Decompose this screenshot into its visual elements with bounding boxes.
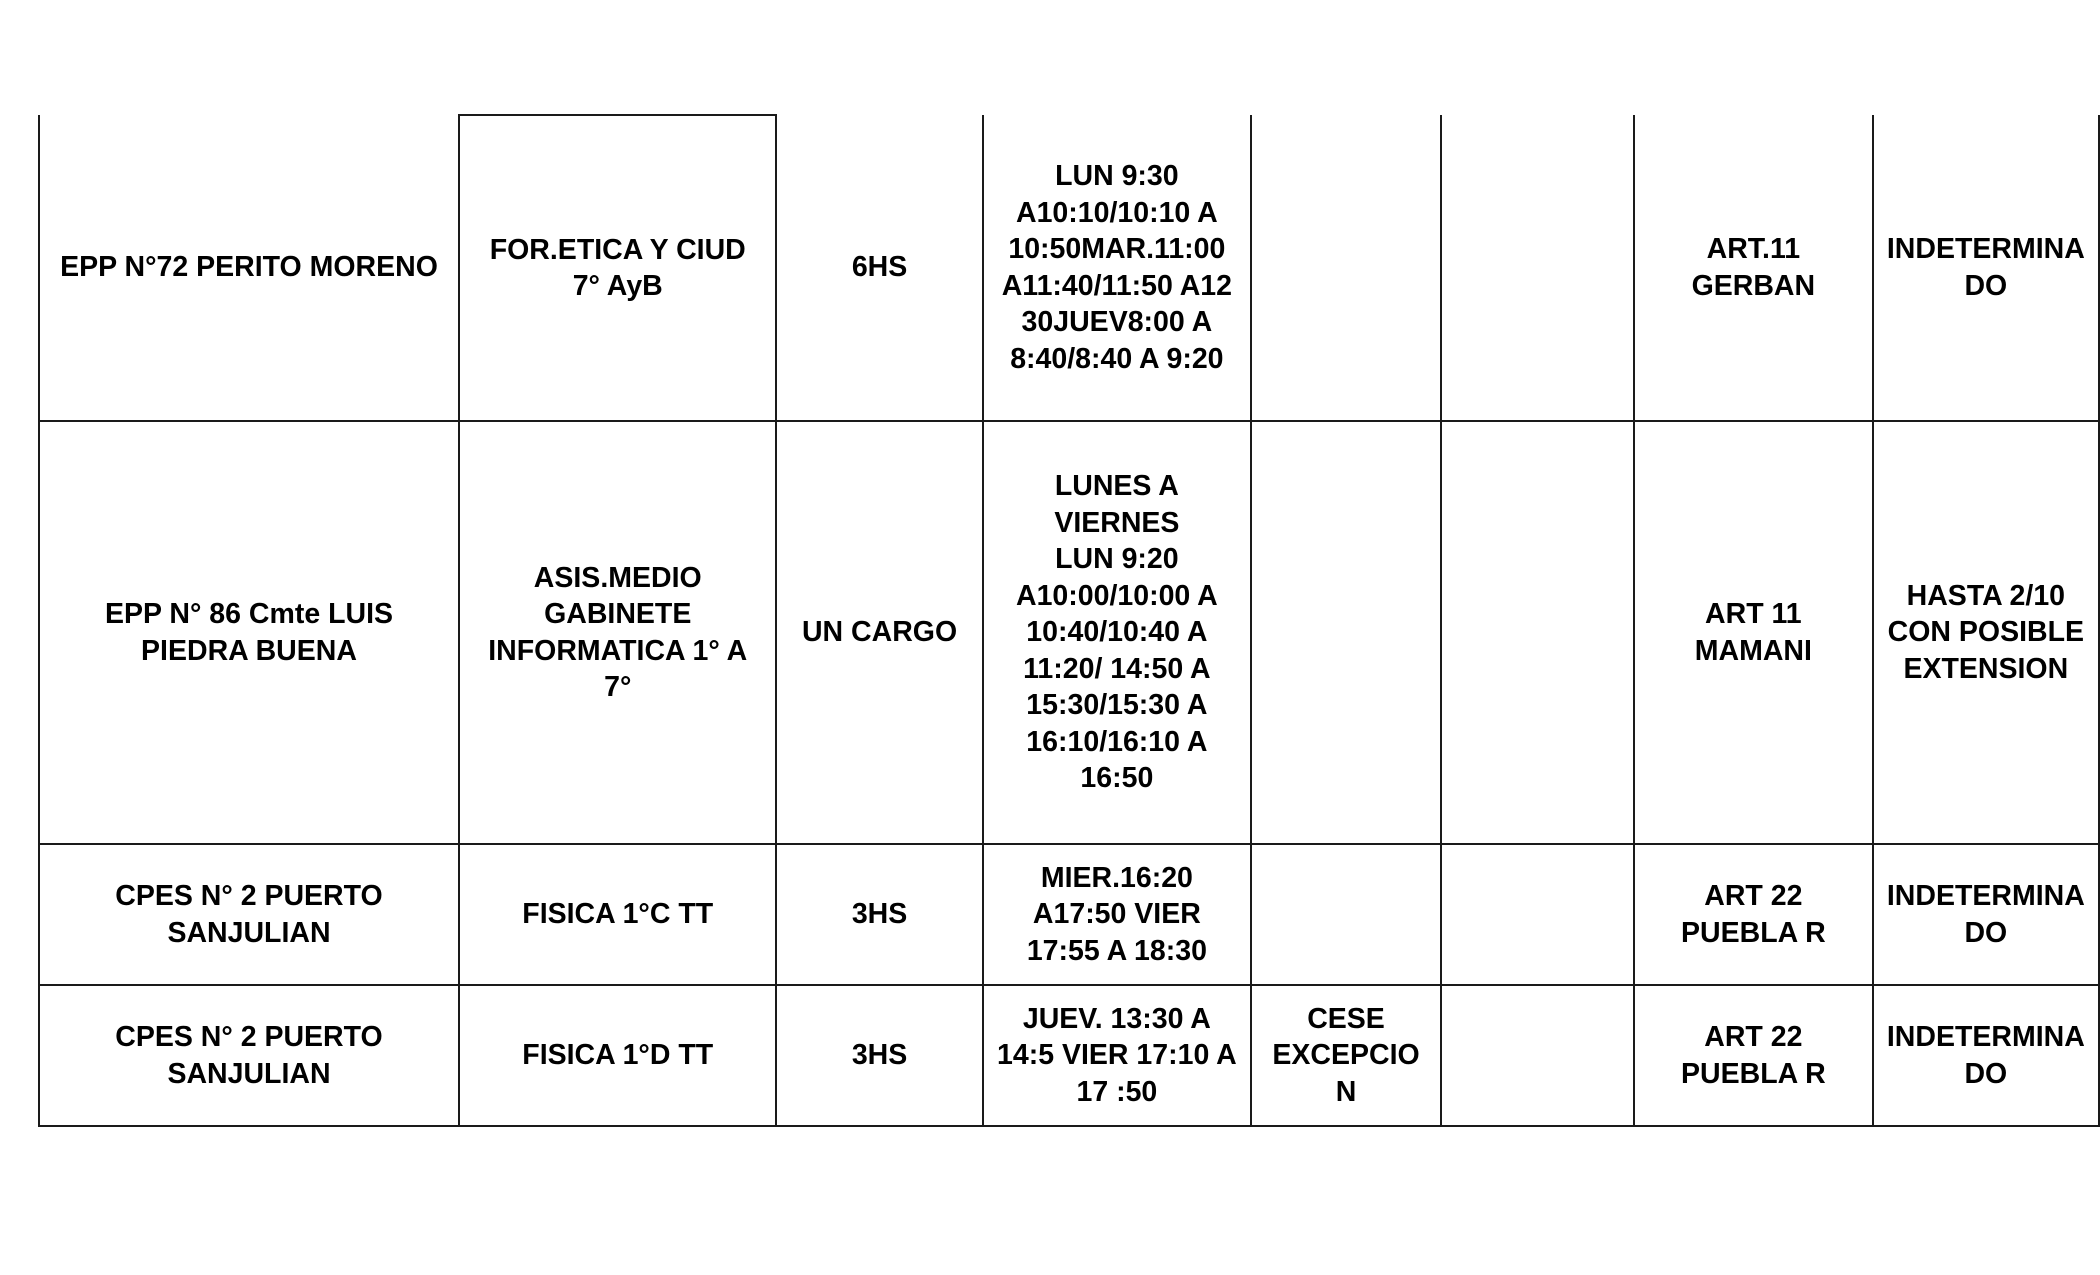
reason-cell bbox=[1251, 115, 1441, 421]
table-row bbox=[39, 844, 2099, 985]
subject-cell: FOR.ETICA Y CIUD 7° AyB bbox=[459, 115, 776, 421]
empty-cell bbox=[1441, 985, 1634, 1126]
subject-cell: FISICA 1°D TT bbox=[459, 985, 776, 1126]
empty-cell bbox=[1441, 421, 1634, 844]
school-cell: EPP N° 86 Cmte LUIS PIEDRA BUENA bbox=[39, 421, 459, 844]
hours-cell: 3HS bbox=[776, 844, 982, 985]
term-cell: INDETERMINA DO bbox=[1873, 115, 2099, 421]
table-row bbox=[39, 421, 2099, 844]
empty-cell bbox=[1441, 844, 1634, 985]
article-cell: ART.11 GERBAN bbox=[1634, 115, 1873, 421]
hours-cell: 3HS bbox=[776, 985, 982, 1126]
hours-cell: UN CARGO bbox=[776, 421, 982, 844]
reason-cell: CESE EXCEPCIO N bbox=[1251, 985, 1441, 1126]
term-cell: INDETERMINA DO bbox=[1873, 844, 2099, 985]
assignments-table bbox=[38, 114, 2100, 1127]
article-cell: ART 11 MAMANI bbox=[1634, 421, 1873, 844]
empty-cell bbox=[1441, 115, 1634, 421]
school-cell: CPES N° 2 PUERTO SANJULIAN bbox=[39, 985, 459, 1126]
table-row bbox=[39, 985, 2099, 1126]
term-cell: INDETERMINA DO bbox=[1873, 985, 2099, 1126]
subject-cell: FISICA 1°C TT bbox=[459, 844, 776, 985]
schedule-cell: MIER.16:20 A17:50 VIER 17:55 A 18:30 bbox=[983, 844, 1252, 985]
reason-cell bbox=[1251, 421, 1441, 844]
table-row bbox=[39, 115, 2099, 421]
term-cell: HASTA 2/10 CON POSIBLE EXTENSION bbox=[1873, 421, 2099, 844]
schedule-cell: LUNES A VIERNES LUN 9:20 A10:00/10:00 A 10:40/10:40 A 11:20/ 14:50 A 15:30/15:30 A 16:10/16:10 A 16:50 bbox=[983, 421, 1252, 844]
school-cell: CPES N° 2 PUERTO SANJULIAN bbox=[39, 844, 459, 985]
schedule-cell: JUEV. 13:30 A 14:5 VIER 17:10 A 17 :50 bbox=[983, 985, 1252, 1126]
reason-cell bbox=[1251, 844, 1441, 985]
article-cell: ART 22 PUEBLA R bbox=[1634, 985, 1873, 1126]
school-cell: EPP N°72 PERITO MORENO bbox=[39, 115, 459, 421]
hours-cell: 6HS bbox=[776, 115, 982, 421]
schedule-cell: LUN 9:30 A10:10/10:10 A 10:50MAR.11:00 A11:40/11:50 A12 30JUEV8:00 A 8:40/8:40 A 9:20 bbox=[983, 115, 1252, 421]
subject-cell: ASIS.MEDIO GABINETE INFORMATICA 1° A 7° bbox=[459, 421, 776, 844]
article-cell: ART 22 PUEBLA R bbox=[1634, 844, 1873, 985]
